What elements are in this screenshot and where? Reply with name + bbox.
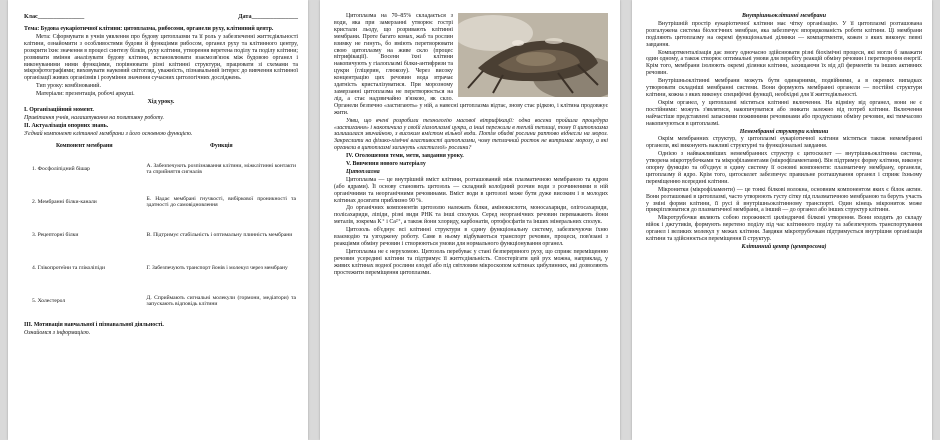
lesson-topic: Тема: Будова еукаріотичної клітини: цитоплазма, рибосоми, органели руху, клітинний центр. bbox=[24, 26, 274, 32]
matching-table bbox=[24, 142, 298, 318]
frozen-insect-photo bbox=[458, 13, 608, 97]
table-cell-component: 2. Мембранні білки-канали bbox=[32, 198, 97, 205]
thinking-question: Уяви, що вчені розробили технологію масової вітрифікації: одна восени пройшла процедура «застигання» і накопичила у своїй гіалоплазмі цукри, а інші пережили в теплій теплиці, тому її цитоплазма залишилася звичайною, з високим вмістом вільної води. Потім обидві рослини раптово віднесли на мороз. Закреслити на фізико-хімічні властивості цитоплазми, чому тепличний росток не витримає морозу, а які органели в цитоплазмі загинуть «застиглої» рослини? bbox=[334, 117, 608, 152]
lesson-type: Тип уроку: комбінований. bbox=[36, 83, 101, 90]
page-2 bbox=[320, 0, 620, 440]
paragraph: Цитоплазма не є нерухомою. Цитозоль перебуває у стані безперервного руху, що сприяє переміщенню речовин усередині клітини та підтримує її життєдіяльність. Спостерігати цей рух можна, наприклад, у живих клітинах водної рослини елодеї або під світловим мікроскопом клітинах цибулинних, які дозволяють простежити переміщення цитоплазми. bbox=[334, 248, 608, 276]
non-membrane-heading: Немембранні структури клітини bbox=[739, 128, 829, 135]
table-row bbox=[24, 285, 298, 318]
table-header-function: Функція bbox=[209, 142, 233, 149]
page-3 bbox=[632, 0, 932, 440]
page-header bbox=[24, 13, 298, 20]
table-cell-function: А. Забезпечують розпізнавання клітини, міжклітинні контакти та сприйняття сигналів bbox=[146, 162, 296, 176]
table-cell-function: Б. Надає мембрані гнучкості, вибіркової проникності та здатності до самовідновлення bbox=[146, 195, 296, 209]
paragraph: Мікротрубочки являють собою порожнисті циліндричні білкові утворення. Вони входять до складу війок і джгутиків, формують веретено поділу під час клітинного поділу та забезпечують транспортування органел і великих молекул у межах клітини. Завдяки мікротрубочкам підтримується внутрішня організація клітини та здійснюється переміщення її структур. bbox=[646, 215, 922, 243]
paragraph: Компартменталізація дає змогу одночасно здійснювати різні біохімічні процеси, які могли б заважати один одному, а також створює оптимальні умови для перебігу реакцій обміну речовин і перетворення енергії. Крім того, мембрани ізолюють окремі ділянки клітини, захищаючи їх від дії ферментів та інших активних речовин. bbox=[646, 49, 922, 77]
paragraph: Внутрішній простір еукаріотичної клітини має чітку організацію. У її цитоплазмі розташована розгалужена система біологічних мембран, яка забезпечує впорядкованість роботи клітини. Ці мембрани поділяють цитоплазму на окремі функціональні ділянки — компартменти, кожен з яких виконує певні завдання. bbox=[646, 20, 922, 48]
table-cell-component: 3. Рецепторні білки bbox=[32, 231, 79, 238]
paragraph: До органічних компонентів цитозолю належать білки, амінокислоти, моносахариди, олігосахариди, полісахариди, ліпіди, різні види РНК та інші сполуки. Серед неорганічних речовин переважають йони металів, зокрема K⁺ і Ca²⁺, а також йони хлориду, карбонатів, ортофосфатів та інших мінеральних сполук. bbox=[334, 205, 608, 226]
page-1 bbox=[8, 0, 308, 440]
cytoplasm-heading: Цитоплазма bbox=[346, 168, 380, 175]
lesson-progress-heading: Хід уроку. bbox=[147, 99, 175, 106]
table-cell-function: В. Підтримує стабільність і оптимальну плинність мембрани bbox=[146, 231, 293, 238]
table-cell-function: Г. Забезпечують транспорт йонів і молекул через мембрану bbox=[146, 264, 288, 271]
date-field[interactable]: Дата_______________ bbox=[238, 13, 298, 20]
section-4-title: IV. Оголошення теми, мети, завдання уроку. bbox=[346, 153, 464, 160]
centrosome-heading: Клітинний центр (центросома) bbox=[741, 244, 827, 250]
table-header-component: Компонент мембрани bbox=[55, 142, 113, 149]
lesson-materials: Матеріали: презентація, робочі аркуші. bbox=[36, 91, 135, 98]
section-1-text: Привітання учнів, налаштування на позитивну роботу. bbox=[24, 114, 164, 121]
class-field[interactable]: Клас_______________ bbox=[24, 13, 85, 20]
section-3-text: Ознайомся з інформацією. bbox=[24, 329, 91, 336]
photo-illustration bbox=[458, 13, 608, 97]
table-cell-function: Д. Сприймають сигнальні молекули (гормони, медіатори) та запускають відповідь клітини bbox=[146, 294, 296, 308]
table-row bbox=[24, 219, 298, 252]
section-2-text: З'єднай компонент клітинної мембрани з його основною функцією. bbox=[24, 130, 193, 137]
paragraph: Окрім органел, у цитоплазмі містяться клітинні включення. На відміну від органел, вони не є постійними: можуть з'являтися, накопичуватися або зникати залежно від потреб клітини. Включення найчастіше представлені запасними поживними речовинами або продуктами обміну речовин, які тимчасово накопичуються в цитоплазмі. bbox=[646, 99, 922, 127]
membranes-heading: Внутрішньоклітинні мембрани bbox=[742, 13, 826, 19]
paragraph: Внутрішньоклітинні мембрани можуть бути одинарними, подвійними, а в окремих випадках утворювати складніші мембранні системи. Вони формують мембранні органели — постійні структури клітини, кожна з яких виконує специфічні функції, необхідні для її життєдіяльності. bbox=[646, 78, 922, 98]
table-cell-component: 4. Глікопротеїни та гліколіпіди bbox=[32, 264, 106, 271]
paragraph: Однією з найважливіших немембранних структур є цитоскелет — внутрішньоклітинна система, утворена мікротрубочками та мікрофіламентами (мікрофіламентами). Він підтримує форму клітини, виконує опорну функцію та об'єднує в єдину систему її основні компоненти: плазматичну мембрану, органели, цитоплазму й ядро. Крім того, цитоскелет забезпечує правильне розташування органел і сприяє їхньому переміщенню всередині клітини. bbox=[646, 151, 922, 185]
section-3-title: ІІІ. Мотивація навчальної і пізнавальної діяльності. bbox=[24, 321, 164, 328]
section-2-title: ІІ. Актуалізація опорних знань. bbox=[24, 122, 109, 129]
table-row bbox=[24, 186, 298, 219]
section-5-title: V. Вивчення нового матеріалу bbox=[346, 161, 426, 168]
section-1-title: І. Організаційний момент. bbox=[24, 106, 94, 113]
paragraph: Цитозоль об'єднує всі клітинні структури в єдину функціональну систему, забезпечуючи їхню взаємодію та узгоджену роботу. Саме в ньому відбуваються транспорт речовин, процеси, пов'язані з реакціями обміну речовин і створюються умови для нормального функціонування органел. bbox=[334, 227, 608, 247]
paragraph: Мікронитки (мікрофіламенти) — це тонкі білкові волокна, основним компонентом яких є білок актин. Вони розташовані в цитоплазмі, часто утворюють густу сітку під плазматичною мембраною та беруть участь у зміні форми клітини, її русі й внутрішньоклітинному транспорті. Один кінець мікрониток може прикріплюватися до плазматичної мембрани, а інший — до органел або інших структур клітини. bbox=[646, 186, 922, 214]
table-row bbox=[24, 252, 298, 285]
table-row bbox=[24, 153, 298, 186]
paragraph: Окрім мембранних структур, у цитоплазмі еукаріотичної клітини містяться також немембранні органели, які виконують важливі структурні та функціональні завдання. bbox=[646, 136, 922, 150]
table-cell-component: 1. Фосфоліпідний бішар bbox=[32, 165, 90, 172]
paragraph: Цитоплазма — це внутрішній вміст клітини, розташований між плазматичною мембраною та ядром (або ядрами). Її основу становить цитозоль — складний колоїдний розчин води з розчиненими в ній органічними та неорганічними речовинами. Вміст води в цитозолі може бути дуже високим і в молодих клітинах досягати приблизно 90 %. bbox=[334, 176, 608, 204]
table-cell-component: 5. Холестерол bbox=[32, 297, 66, 304]
lesson-goal: Мета: Сформувати в учнів уявлення про будову цитоплазми та її роль у забезпеченні життєдіяльності клітини, ознайомити з особливостями будови й функціями рибосом, органел руху та клітинного центру, розкрити їхнє значення в процесі синтезу білків, руху клітини, утворення веретена поділу та поділу клітини; розвивати вміння аналізувати будову клітини, встановлювати взаємозв'язок між будовою органел і виконуваними ними функціями, порівнювати різні клітинні структури, працювати зі схемами та мікрофотографіями; виховувати науковий світогляд, уважність, пізнавальний інтерес до вивчення клітинної організації живих організмів і розуміння значення сучасних цитологічних досліджень. bbox=[24, 33, 298, 82]
cytoplasm-intro: Цитоплазма на 70–85% складається з води, яка при замерзанні утворює гострі кристали льоду, що розривають клітинні мембрани. Проте багато комах, жаб та рослин взимку не гинуть, бо вміють перетворювати свою цитоплазму на живе скло (процес вітрифікації). Восени їхні клітини накопичують у гіалоплазмі білки-антифризи та цукри (гліцерин, глюкозу). Через високу концентрацію цих речовин вода втрачає здатність кристалізуватися. При морозному замерзанні цитоплазма не перетворюється на лід, а стає надзвичайно в'язкою, як скло. Органели безпечно «застигають» у ній, а навесні цитоплазма відтає, знову стає рідкою, і клітина продовжує жити. bbox=[334, 13, 608, 116]
